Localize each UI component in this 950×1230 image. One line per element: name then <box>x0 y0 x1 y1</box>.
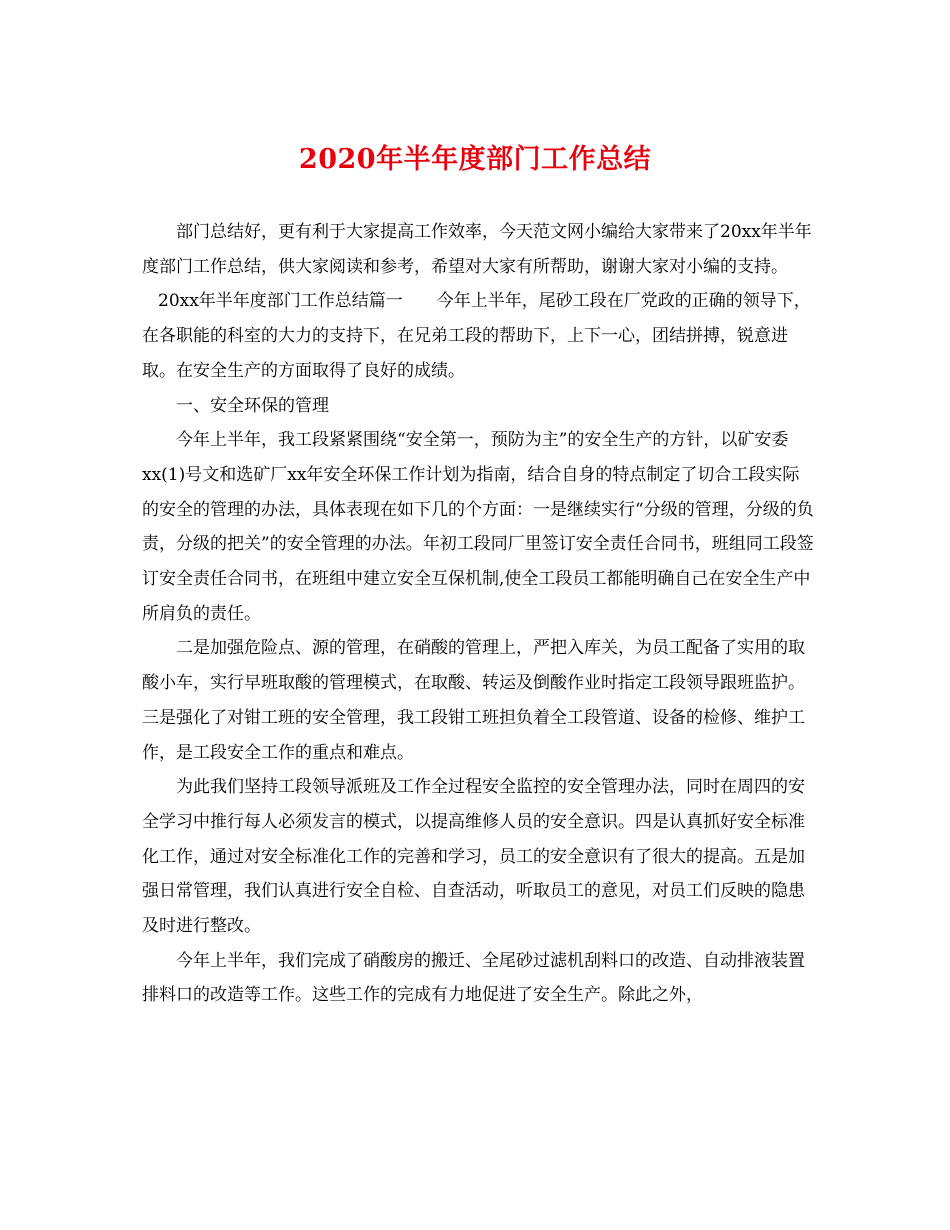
paragraph-safety-policy: 今年上半年，我工段紧紧围绕“安全第一，预防为主”的安全生产的方针，以矿安委xx(1)号文和选矿厂xx年安全环保工作计划为指南，结合自身的特点制定了切合工段实际的安全的管理的办法，具体表现在如下几的个方面：一是继续实行“分级的管理，分级的负责，分级的把关”的安全管理的办法。年初工段同厂里签订安全责任合同书，班组同工段签订安全责任合同书，在班组中建立安全互保机制,使全工段员工都能明确自己在安全生产中所肩负的责任。 <box>142 430 814 624</box>
heading-safety-management: 一、安全环保的管理 <box>176 395 329 416</box>
paragraph-section-one: 20xx年半年度部门工作总结篇一 今年上半年，尾砂工段在厂党政的正确的领导下，在各职能的科室的大力的支持下，在兄弟工段的帮助下，上下一心，团结拼搏，锐意进取。在安全生产的方面取得了良好的成绩。 <box>142 291 811 381</box>
paragraph-intro: 部门总结好，更有利于大家提高工作效率，今天范文网小编给大家带来了20xx年半年度部门工作总结，供大家阅读和参考，希望对大家有所帮助，谢谢大家对小编的支持。 <box>142 222 812 277</box>
paragraph-achievements: 今年上半年，我们完成了硝酸房的搬迁、全尾砂过滤机刮料口的改造、自动排液装置排料口的改造等工作。这些工作的完成有力地促进了安全生产。除此之外， <box>142 950 805 1006</box>
document-title: 2020年半年度部门工作总结 <box>298 144 652 175</box>
paragraph-safety-measures: 为此我们坚持工段领导派班及工作全过程安全监控的安全管理办法，同时在周四的安全学习中推行每人必须发言的模式，以提高维修人员的安全意识。四是认真抓好安全标准化工作，通过对安全标准化工作的完善和学习，员工的安全意识有了很大的提高。五是加强日常管理，我们认真进行安全自检、自查活动，听取员工的意见，对员工们反映的隐患及时进行整改。 <box>142 777 805 937</box>
document-body <box>142 215 814 1013</box>
paragraph-hazard-management: 二是加强危险点、源的管理，在硝酸的管理上，严把入库关，为员工配备了实用的取酸小车，实行早班取酸的管理模式，在取酸、转运及倒酸作业时指定工段领导跟班监护。三是强化了对钳工班的安全管理，我工段钳工班担负着全工段管道、设备的检修、维护工作，是工段安全工作的重点和难点。 <box>142 638 805 763</box>
